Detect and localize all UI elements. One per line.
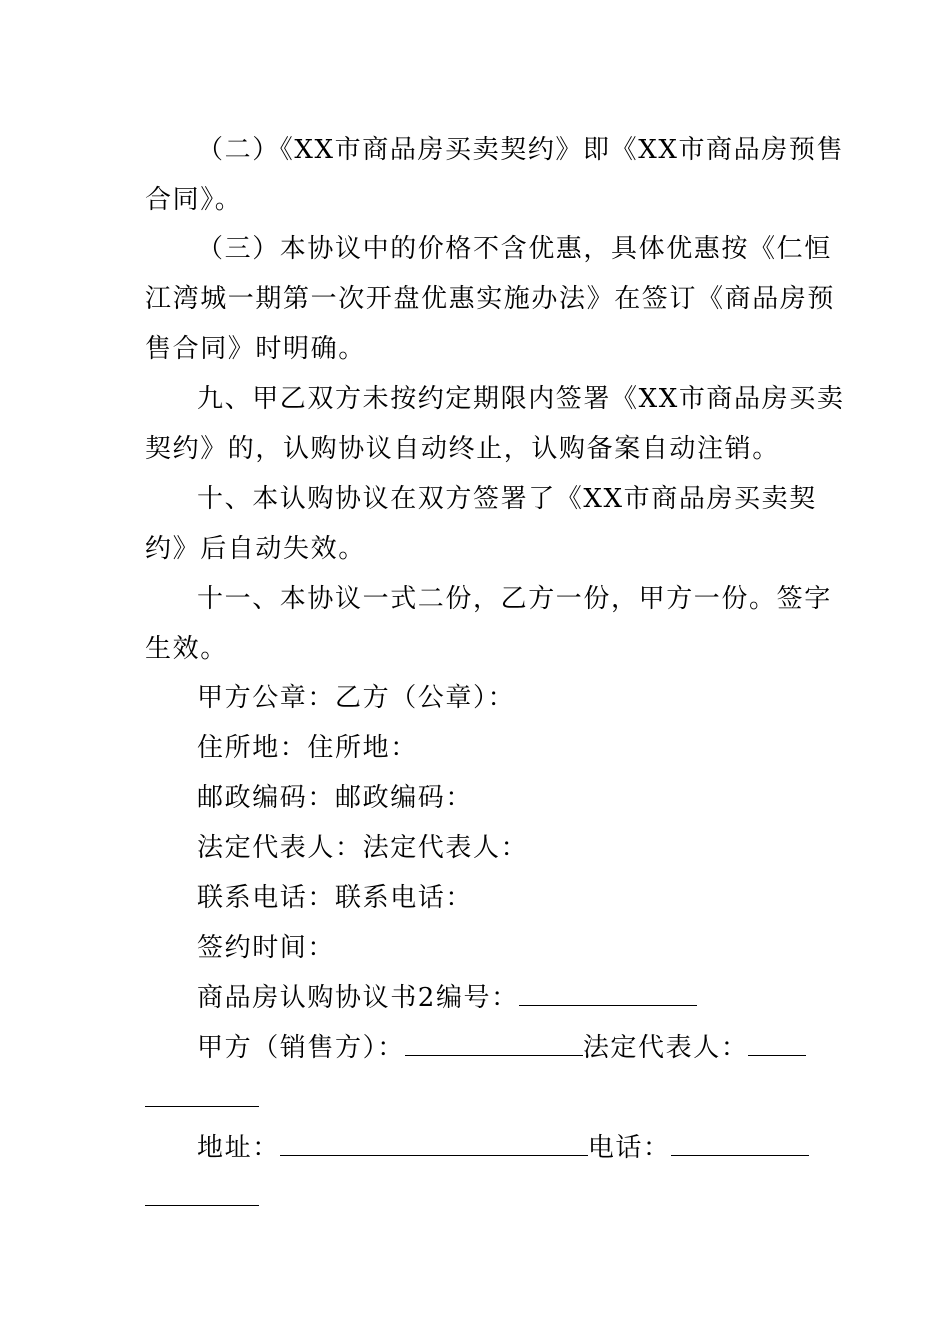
seller-legal-rep-label: 法定代表人： bbox=[582, 1033, 749, 1063]
seller-blank bbox=[405, 1031, 583, 1056]
address-label: 地址： bbox=[197, 1133, 280, 1163]
seal-line: 甲方公章：乙方（公章）： bbox=[197, 683, 516, 713]
clause-10-line-2: 约》后自动失效。 bbox=[145, 534, 366, 564]
phone-label: 电话： bbox=[587, 1133, 671, 1163]
agreement-number-blank bbox=[519, 981, 697, 1006]
agreement-number-label: 商品房认购协议书2编号： bbox=[197, 983, 519, 1013]
clause-9-line-1: 九、甲乙双方未按约定期限内签署《XX市商品房买卖 bbox=[197, 384, 845, 414]
seller-legal-rep-blank bbox=[748, 1031, 806, 1056]
legal-rep-line: 法定代表人：法定代表人： bbox=[197, 833, 529, 863]
clause-11-line-1: 十一、本协议一式二份，乙方一份，甲方一份。签字 bbox=[197, 584, 832, 614]
para-2-2-line-1: （二）《XX市商品房买卖契约》即《XX市商品房预售 bbox=[197, 135, 845, 165]
clause-11-line-2: 生效。 bbox=[145, 634, 228, 664]
seller-line bbox=[197, 1031, 805, 1065]
phone-line: 联系电话：联系电话： bbox=[197, 883, 474, 913]
address-line: 住所地：住所地： bbox=[197, 733, 418, 763]
phone-blank-continued bbox=[145, 1204, 259, 1206]
sign-time-line: 签约时间： bbox=[197, 933, 336, 963]
para-2-2-line-2: 合同》。 bbox=[145, 185, 243, 215]
para-2-3-line-3: 售合同》时明确。 bbox=[145, 334, 366, 364]
seller-label: 甲方（销售方）： bbox=[197, 1033, 405, 1063]
para-2-3-line-1: （三）本协议中的价格不含优惠，具体优惠按《仁恒 bbox=[197, 234, 832, 264]
postcode-line: 邮政编码：邮政编码： bbox=[197, 783, 474, 813]
para-2-3-line-2: 江湾城一期第一次开盘优惠实施办法》在签订《商品房预 bbox=[145, 284, 836, 314]
clause-9-line-2: 契约》的，认购协议自动终止，认购备案自动注销。 bbox=[145, 434, 780, 464]
address-blank bbox=[280, 1131, 588, 1156]
agreement-number-line bbox=[197, 981, 805, 1015]
phone-blank bbox=[671, 1131, 809, 1156]
clause-10-line-1: 十、本认购协议在双方签署了《XX市商品房买卖契 bbox=[197, 484, 817, 514]
seller-legal-rep-blank-continued bbox=[145, 1105, 259, 1107]
seller-address-line bbox=[197, 1131, 805, 1165]
